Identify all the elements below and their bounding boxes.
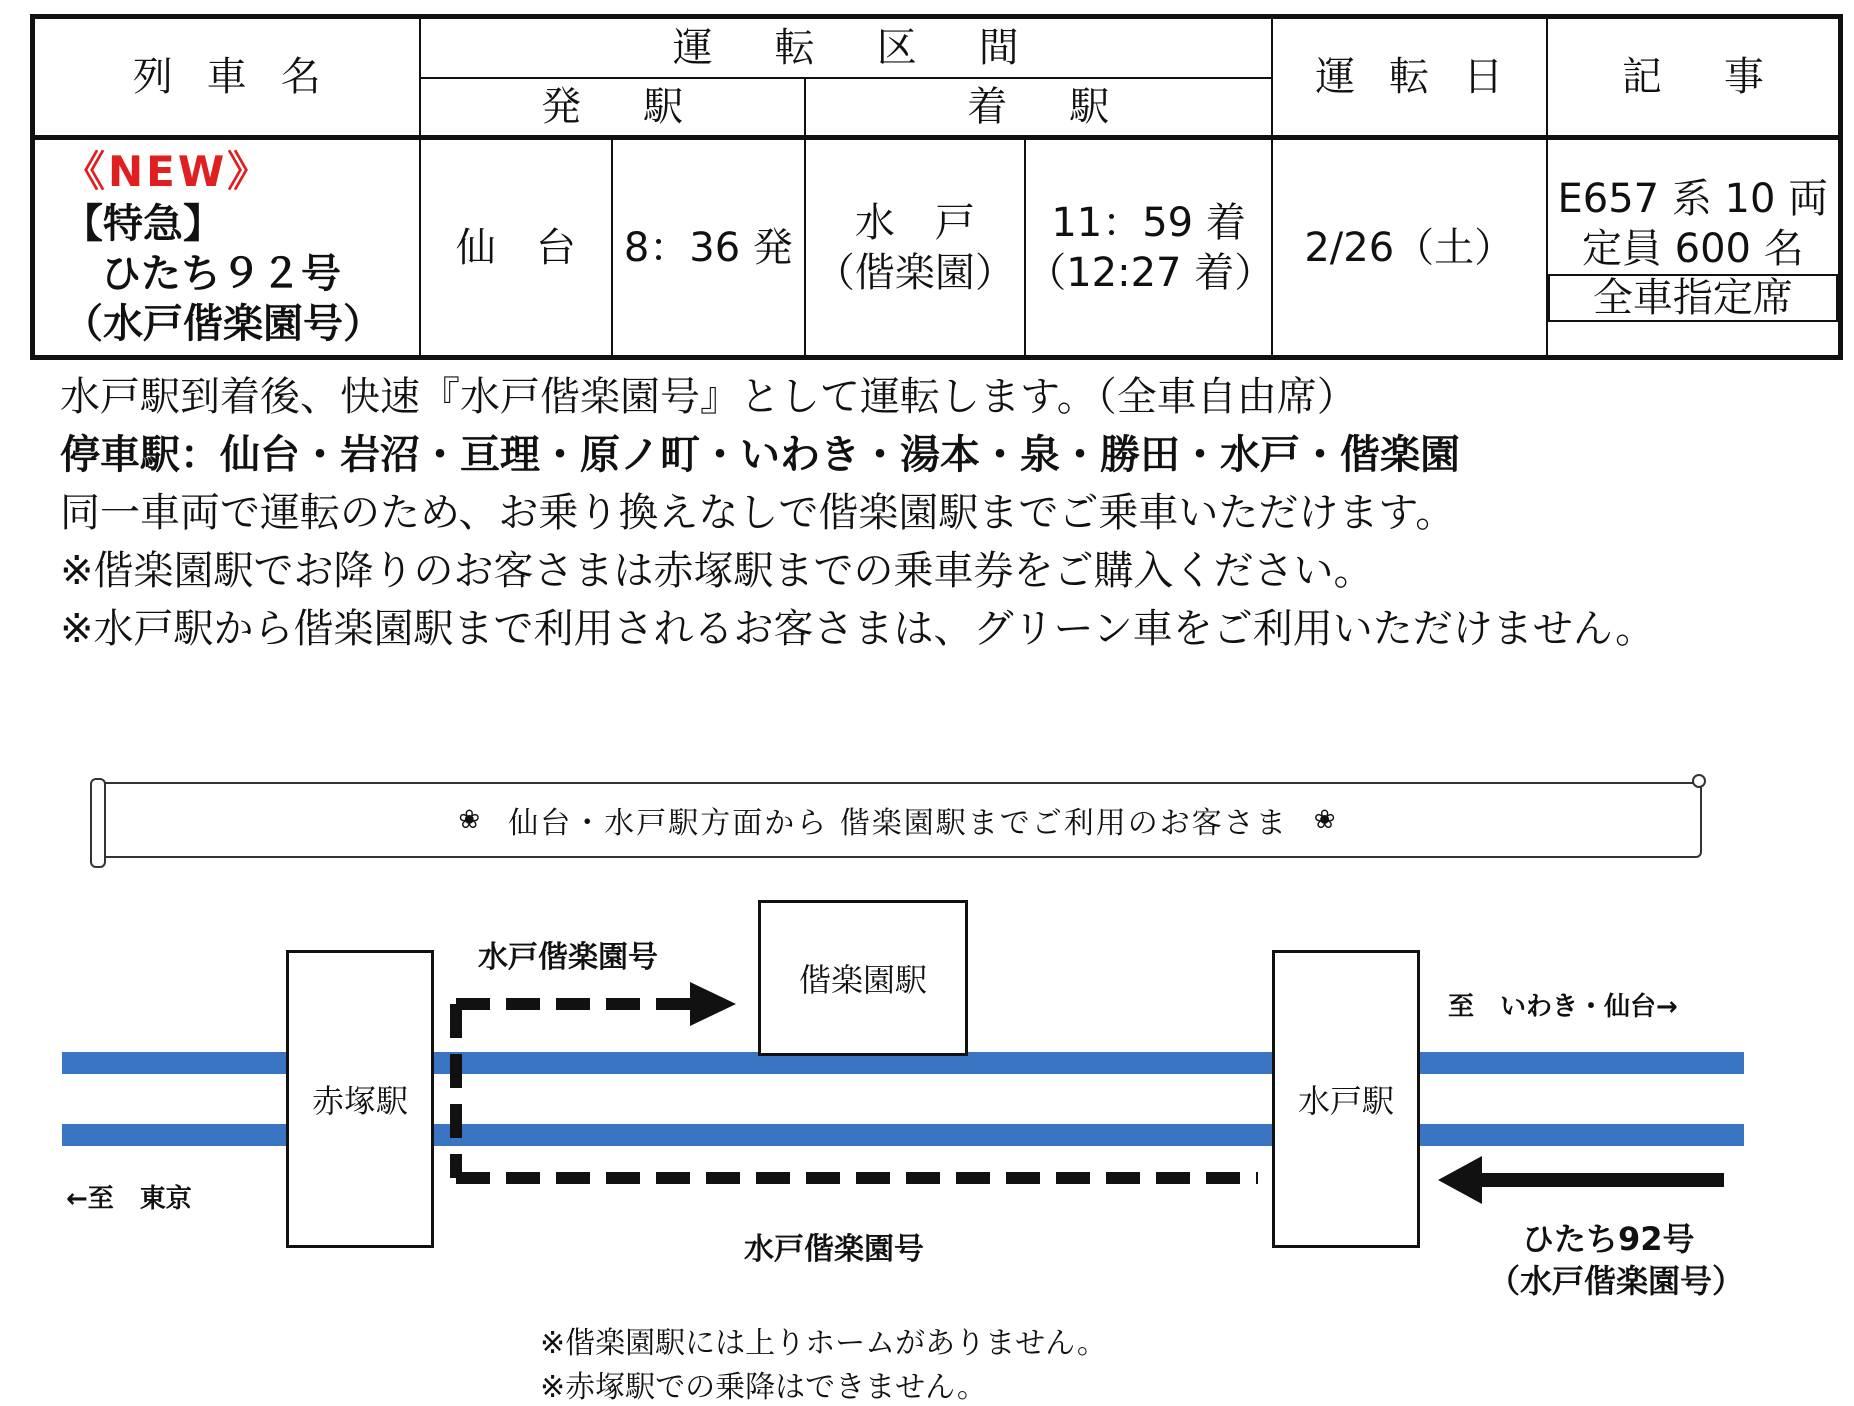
notes-section: [60, 368, 1840, 658]
header-remarks: 記事: [1547, 17, 1841, 138]
hitachi-alias-label: （水戸偕楽園号）: [1488, 1262, 1745, 1300]
departure-station: 仙 台: [420, 138, 613, 358]
train-alias: （水戸偕楽園号）: [63, 300, 383, 347]
reserved-seats-box: 全車指定席: [1548, 274, 1838, 322]
arrowhead-right: [690, 982, 736, 1026]
stops-line: 停車駅：仙台・岩沼・亘理・原ノ町・いわき・湯本・泉・勝田・水戸・偕楽園: [60, 432, 1460, 478]
arrival-station: 水 戸 （偕楽園）: [805, 138, 1026, 358]
to-iwaki-label: 至 いわき・仙台→: [1448, 992, 1678, 1022]
new-badge: 《NEW》: [63, 147, 273, 197]
lower-route-label: 水戸偕楽園号: [744, 1232, 924, 1267]
banner-text: 仙台・水戸駅方面から 偕楽園駅までご利用のお客さま: [508, 806, 1288, 841]
upper-route-label: 水戸偕楽園号: [478, 940, 658, 975]
schedule-table: [30, 14, 1843, 360]
header-run-date: 運転日: [1272, 17, 1547, 138]
arrowhead-left: [1438, 1156, 1482, 1204]
arrival-time: 11：59 着 （12:27 着）: [1025, 138, 1272, 358]
run-date: 2/26（土）: [1272, 138, 1547, 358]
station-mito: 水戸駅: [1272, 950, 1420, 1248]
flower-icon: ❀: [458, 805, 483, 835]
footnote-line: ※赤塚駅での乗降はできません。: [540, 1370, 987, 1405]
to-tokyo-label: ←至 東京: [66, 1184, 192, 1214]
train-type: 【特急】: [63, 200, 223, 247]
hitachi-train-label: ひたち92号: [1522, 1220, 1695, 1258]
scroll-curl-right: [1692, 774, 1706, 788]
train-name-cell: [33, 138, 420, 358]
station-akatsuka: 赤塚駅: [286, 950, 434, 1248]
note-line: 同一車両で運転のため、お乗り換えなしで偕楽園駅までご乗車いただけます。: [60, 490, 1456, 536]
header-departure: 発駅: [420, 78, 805, 138]
note-line: ※偕楽園駅でお降りのお客さまは赤塚駅までの乗車券をご購入ください。: [60, 548, 1374, 594]
header-arrival: 着駅: [805, 78, 1272, 138]
header-train-name: 列車名: [33, 17, 420, 138]
note-line: ※水戸駅から偕楽園駅まで利用されるお客さまは、グリーン車をご利用いただけません。: [60, 606, 1656, 652]
departure-time: 8：36 発: [612, 138, 805, 358]
header-section: 運転区間: [420, 17, 1272, 79]
station-kairakuen: 偕楽園駅: [758, 900, 968, 1056]
banner-scroll: [94, 782, 1702, 858]
train-name: ひたち９２号: [101, 250, 341, 297]
remarks-cell: E657 系 10 両 定員 600 名 全車指定席: [1547, 138, 1841, 358]
scroll-curl-left: [90, 778, 106, 868]
flower-icon: ❀: [1313, 805, 1338, 835]
note-line: 水戸駅到着後、快速『水戸偕楽園号』として運転します。（全車自由席）: [60, 374, 1357, 420]
footnote-line: ※偕楽園駅には上りホームがありません。: [540, 1326, 1107, 1361]
